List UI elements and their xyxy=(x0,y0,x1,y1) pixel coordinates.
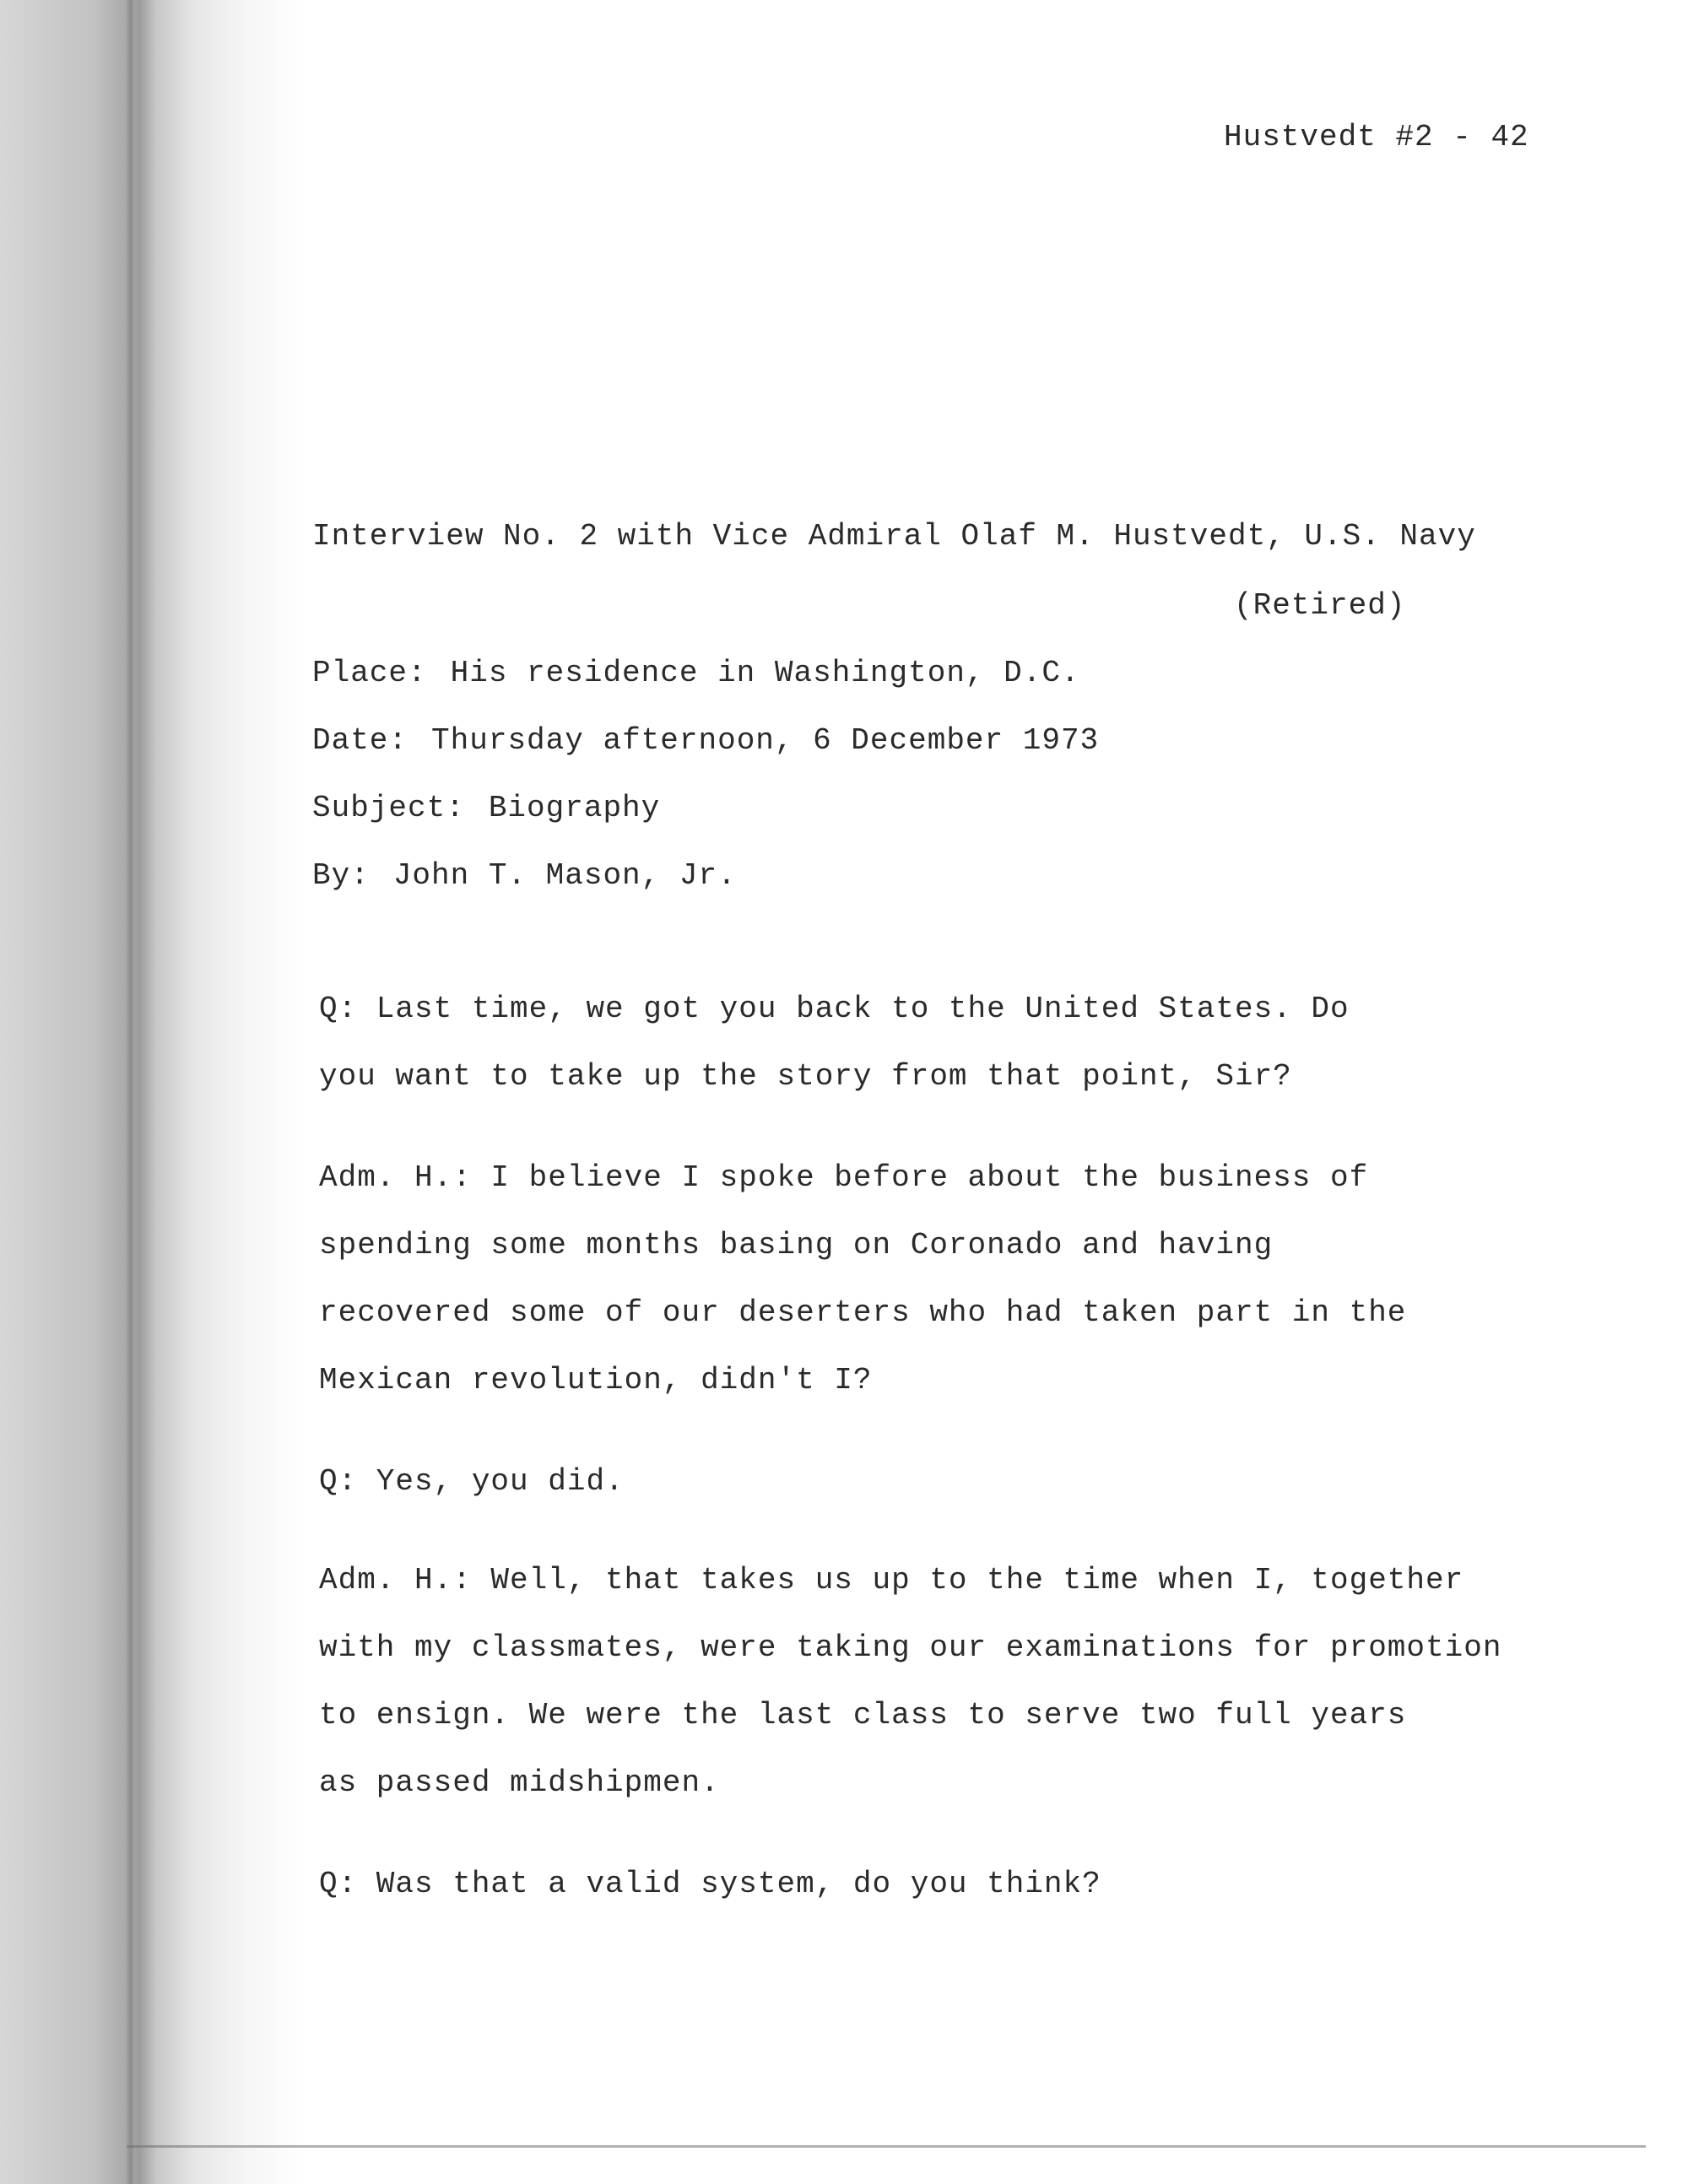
field-value-by: John T. Mason, Jr. xyxy=(392,858,737,893)
transcript-line: with my classmates, were taking our examinations for promotion xyxy=(319,1630,1502,1665)
page-reference: Hustvedt #2 - 42 xyxy=(1224,120,1529,154)
transcript-line: spending some months basing on Coronado and having xyxy=(319,1228,1274,1262)
interview-title-retired: (Retired) xyxy=(1234,588,1406,623)
transcript-line: Adm. H.: Well, that takes us up to the time when I, together xyxy=(319,1563,1464,1597)
field-label-date: Date: xyxy=(312,723,408,758)
field-label-subject: Subject: xyxy=(312,791,465,825)
binding-edge xyxy=(127,0,135,2184)
page-bottom-edge xyxy=(127,2145,1646,2148)
field-value-subject: Biography xyxy=(488,791,661,825)
transcript-line: as passed midshipmen. xyxy=(319,1765,720,1800)
transcript-line: Q: Was that a valid system, do you think? xyxy=(319,1867,1101,1901)
transcript-line: Adm. H.: I believe I spoke before about the business of xyxy=(319,1160,1369,1195)
transcript-line: recovered some of our deserters who had taken part in the xyxy=(319,1295,1407,1330)
field-label-by: By: xyxy=(312,858,370,893)
field-value-place: His residence in Washington, D.C. xyxy=(450,656,1080,690)
field-subject xyxy=(312,793,660,824)
transcript-line: you want to take up the story from that point, Sir? xyxy=(319,1059,1292,1094)
transcript-line: Mexican revolution, didn't I? xyxy=(319,1363,873,1397)
field-date xyxy=(312,723,1100,758)
binding-shadow xyxy=(0,0,304,2184)
transcript-line: Q: Yes, you did. xyxy=(319,1464,625,1499)
field-value-date: Thursday afternoon, 6 December 1973 xyxy=(431,723,1100,758)
field-place xyxy=(312,658,1080,689)
field-by xyxy=(312,858,737,893)
interview-title: Interview No. 2 with Vice Admiral Olaf M. Hustvedt, U.S. Navy xyxy=(312,519,1476,554)
transcript-line: to ensign. We were the last class to serve two full years xyxy=(319,1698,1407,1733)
transcript-line: Q: Last time, we got you back to the United States. Do xyxy=(319,992,1350,1026)
field-label-place: Place: xyxy=(312,656,427,690)
